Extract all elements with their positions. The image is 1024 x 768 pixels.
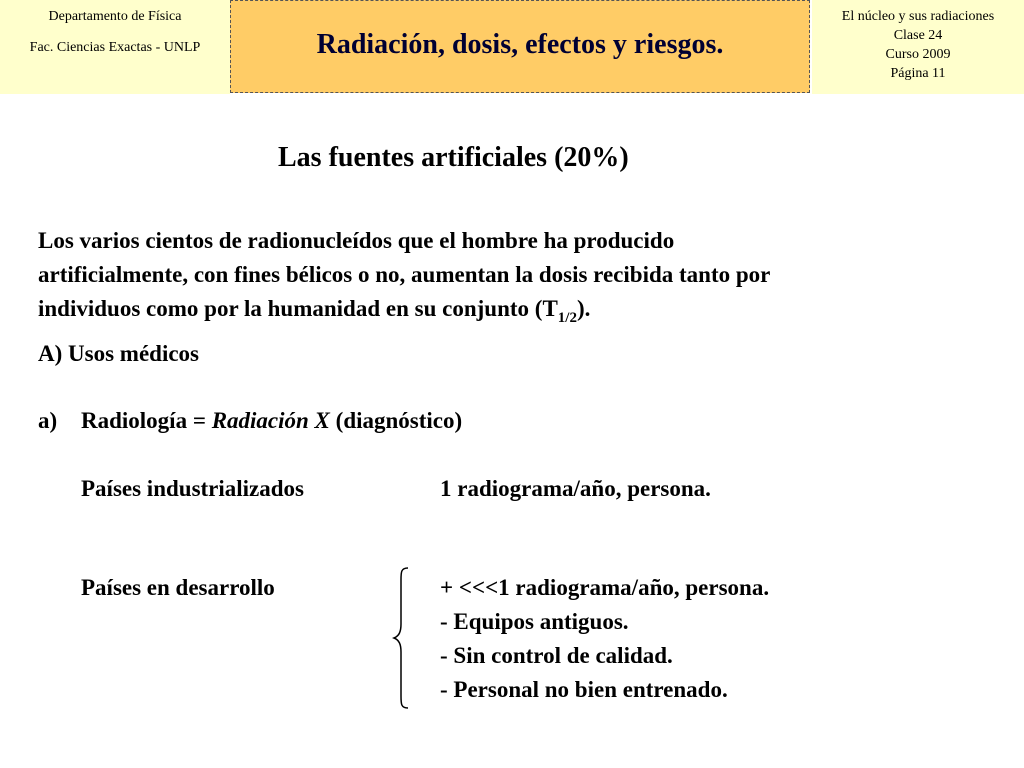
developing-point: + <<<1 radiograma/año, persona. [440,575,770,600]
page-title: Radiación, dosis, efectos y riesgos. [316,29,724,60]
diagnostic-label: (diagnóstico) [329,408,463,433]
left-brace-icon [392,566,412,710]
paragraph-line-1: Los varios cientos de radionucleídos que el hombre ha producido [38,228,675,253]
developing-point: - Personal no bien entrenado. [440,677,728,702]
x-radiation-label: Radiación X [211,408,330,433]
course-topic-label: El núcleo y sus radiaciones [841,9,995,24]
industrialized-countries-value: 1 radiograma/año, persona. [440,476,711,501]
industrialized-countries-label: Países industrializados [81,476,305,501]
developing-point: - Equipos antiguos. [440,609,629,634]
radiology-item [81,404,462,438]
course-year-label: Curso 2009 [885,47,951,62]
developing-point: - Sin control de calidad. [440,643,673,668]
page-number-label: Página 11 [890,66,946,81]
header-left-panel [0,0,230,94]
medical-uses-heading: A) Usos médicos [38,341,199,366]
half-life-subscript: 1/2 [557,310,577,326]
header-right-panel [812,0,1024,94]
paragraph-line-3 [38,292,590,335]
section-heading: Las fuentes artificiales (20%) [278,142,629,173]
faculty-label: Fac. Ciencias Exactas - UNLP [29,40,201,55]
radiology-label: Radiología = [81,408,212,433]
paragraph-line-3-end: ). [576,296,591,321]
header-title-panel [230,0,810,93]
developing-countries-label: Países en desarrollo [81,575,275,600]
department-label: Departamento de Física [48,9,182,24]
paragraph-line-3-text: individuos como por la humanidad en su conjunto (T [38,296,558,321]
item-a-marker: a) [38,408,58,433]
class-number-label: Clase 24 [893,28,943,43]
paragraph-line-2: artificialmente, con fines bélicos o no, aumentan la dosis recibida tanto por [38,262,771,287]
